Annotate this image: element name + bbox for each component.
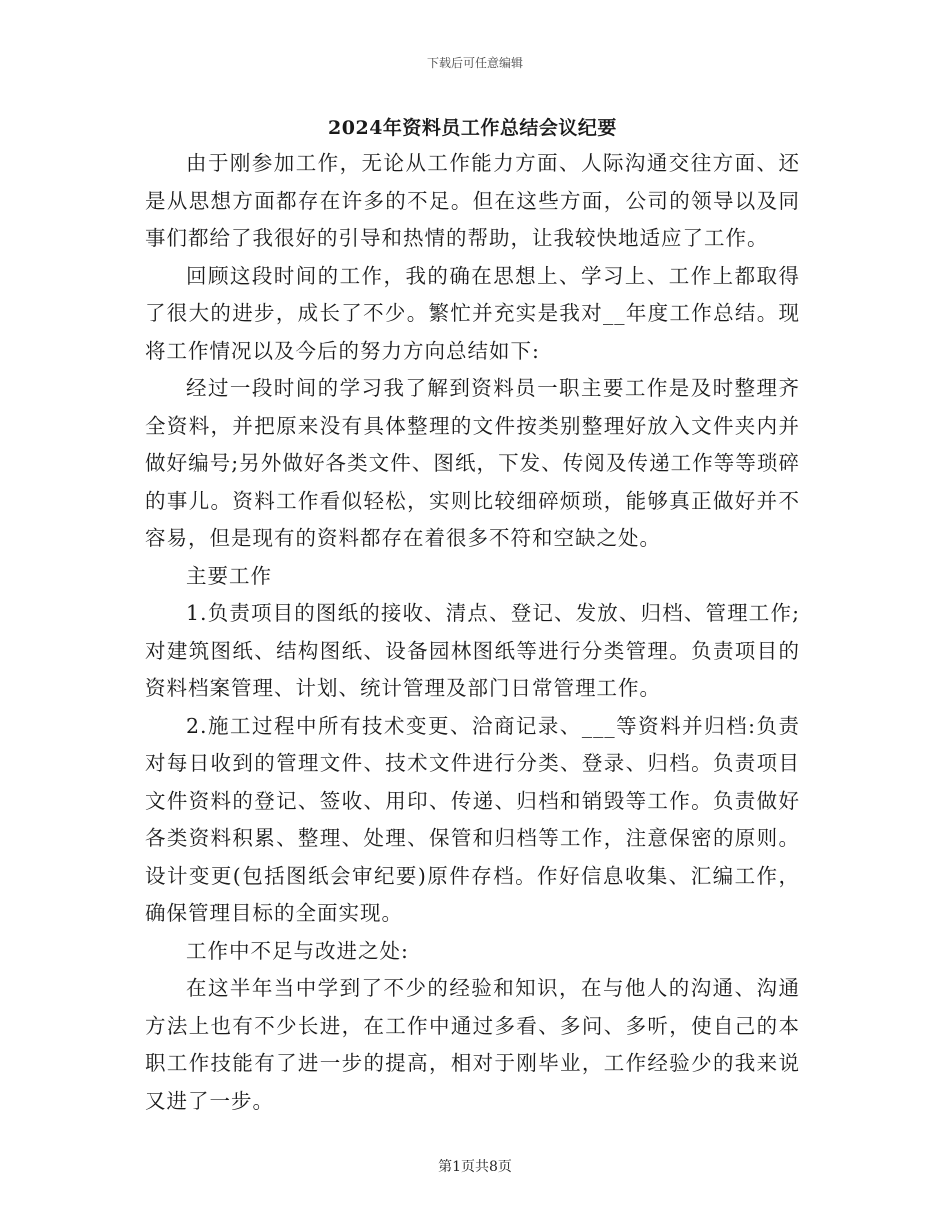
page-indicator: 第1页共8页	[438, 1159, 512, 1175]
section-heading: 工作中不足与改进之处:	[186, 938, 409, 963]
section-heading: 主要工作	[186, 563, 272, 588]
document-body	[145, 145, 800, 1120]
header-note: 下载后可任意编辑	[426, 56, 523, 70]
paragraph: 在这半年当中学到了不少的经验和知识，在与他人的沟通、沟通方法上也有不少长进，在工作中通过多看、多问、多听，使自己的本职工作技能有了进一步的提高，相对于刚毕业，工作经验少的我来说又进了一步。	[145, 976, 800, 1113]
paragraph: 2.施工过程中所有技术变更、洽商记录、___等资料并归档:负责对每日收到的管理文件、技术文件进行分类、登录、归档。负责项目文件资料的登记、签收、用印、传递、归档和销毁等工作。负责做好各类资料积累、整理、处理、保管和归档等工作，注意保密的原则。设计变更(包括图纸会审纪要)原件存档。作好信息收集、汇编工作，确保管理目标的全面实现。	[145, 713, 800, 925]
paragraph: 由于刚参加工作，无论从工作能力方面、人际沟通交往方面、还是从思想方面都存在许多的不足。但在这些方面，公司的领导以及同事们都给了我很好的引导和热情的帮助，让我较快地适应了工作。	[145, 151, 800, 250]
paragraph: 回顾这段时间的工作，我的确在思想上、学习上、工作上都取得了很大的进步，成长了不少。繁忙并充实是我对__年度工作总结。现将工作情况以及今后的努力方向总结如下:	[145, 263, 800, 363]
paragraph: 1.负责项目的图纸的接收、清点、登记、发放、归档、管理工作;对建筑图纸、结构图纸、设备园林图纸等进行分类管理。负责项目的资料档案管理、计划、统计管理及部门日常管理工作。	[145, 601, 800, 700]
document-title: 2024年资料员工作总结会议纪要	[328, 117, 617, 139]
paragraph: 经过一段时间的学习我了解到资料员一职主要工作是及时整理齐全资料，并把原来没有具体整理的文件按类别整理好放入文件夹内并做好编号;另外做好各类文件、图纸，下发、传阅及传递工作等等琐碎的事儿。资料工作看似轻松，实则比较细碎烦琐，能够真正做好并不容易，但是现有的资料都存在着很多不符和空缺之处。	[145, 376, 800, 550]
